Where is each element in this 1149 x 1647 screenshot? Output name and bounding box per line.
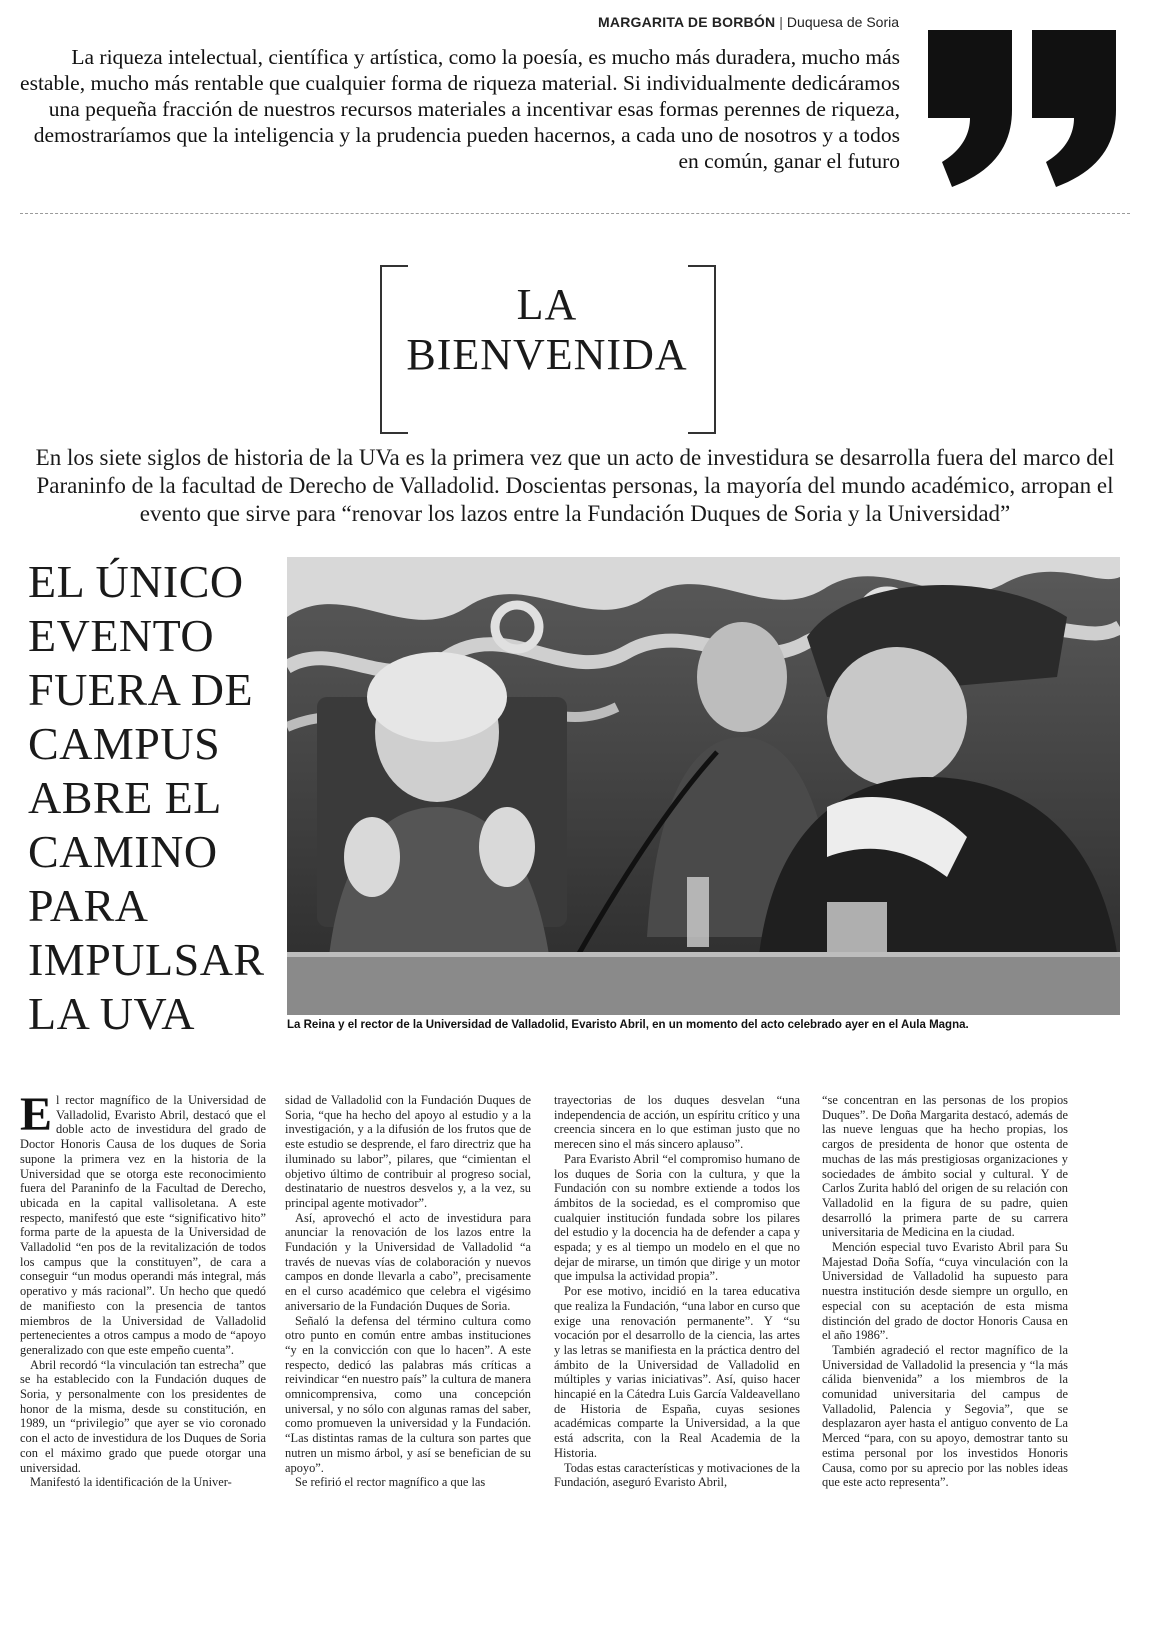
- body-paragraph: “se concentran en las personas de los propios Duques”. De Doña Margarita destacó, además de las nueve lenguas que ha hecho propias, los cargos de presidenta de honor que ostenta de muchas de las más prestigiosas organizaciones y sociedades de ámbito social y cultural. Y de Carlos Zurita habló del origen de su relación con Valladolid en la figura de su padre, quien desarrolló la primera parte de su carrera universitaria de Medicina en la ciudad.: [822, 1093, 1068, 1240]
- headline-line: PARA: [28, 880, 149, 931]
- quote-text: La riqueza intelectual, científica y artística, como la poesía, es mucho más duradera, mucho más estable, mucho más rentable que cualquier forma de riqueza material. Si individualmente dedicáramos una pequeña fracción de nuestros recursos materiales a incentivar esas formas perennes de riqueza, demostraríamos que la inteligencia y la prudencia pueden hacernos, a cada uno de nosotros y a todos en común, ganar el futuro: [20, 45, 900, 173]
- body-paragraph: Manifestó la identificación de la Univer-: [30, 1475, 232, 1490]
- quote-author-name: MARGARITA DE BORBÓN: [598, 14, 776, 30]
- drop-cap: E: [20, 1088, 53, 1141]
- quote-author: [598, 14, 899, 30]
- body-paragraph: Por ese motivo, incidió en la tarea educativa que realiza la Fundación, “una labor en curso que exige una renovación permanente”. Y “su vocación por el desarrollo de la ciencia, las artes y las letras se manifiesta en la práctica dentro del ámbito de la Universidad de Valladolid en múltiples y varias iniciativas”. Así, quiso hacer hincapié en la Cátedra Luis García Valdeavellano de Historia de España, cuyas sesiones académicas comparte la Universidad, a la que está adscrita, con la Real Academia de la Historia.: [554, 1284, 800, 1460]
- body-paragraph: Para Evaristo Abril “el compromiso humano de los duques de Soria con la cultura, y que la Fundación con su nombre extiende a todos los ámbitos de la sociedad, es el compromiso que cualquier institución fundada sobre los pilares del estudio y la docencia ha de defender a capa y espada; y es al tiempo un modelo en el que no dejar de mirarse, un timón que dirige y un motor que impulsa la actividad propia”.: [554, 1151, 800, 1284]
- headline-line: CAMINO: [28, 826, 218, 877]
- section-title-line2: BIENVENIDA: [406, 330, 688, 379]
- body-column-2: [285, 1093, 531, 1490]
- closing-quote-icon: [920, 22, 1125, 192]
- bracket-left: [380, 265, 408, 434]
- body-column-3: [554, 1093, 800, 1490]
- body-column-4: [822, 1093, 1068, 1490]
- body-paragraph: Así, aprovechó el acto de investidura para anunciar la renovación de los lazos entre la Fundación y la Universidad de Valladolid “a través de nuevas vías de colaboración y nuevos campos en donde llevarla a cabo”, precisamente en el curso académico que celebra el vigésimo aniversario de la Fundación Duques de Soria.: [285, 1210, 531, 1313]
- headline-line: ABRE EL: [28, 772, 222, 823]
- section-title: [406, 280, 688, 380]
- headline-line: EVENTO: [28, 610, 215, 661]
- headline: [28, 555, 298, 1041]
- body-paragraph: También agradeció el rector magnífico de la Universidad de Valladolid la presencia y “la más cálida bienvenida” a los miembros de la comunidad universitaria del campus de Valladolid, Palencia y Segovia”, que se desplazaron ayer hasta el antiguo convento de La Merced “para, con su apoyo, demostrar tanto su estima personal por los investidos Honoris Causa, como por su aprecio por las nobles ideas que este acto representa”.: [822, 1342, 1068, 1490]
- body-paragraph: Se refirió el rector magnífico a que las: [295, 1475, 486, 1490]
- section-title-line1: LA: [516, 280, 578, 329]
- subhead: En los siete siglos de historia de la UVa es la primera vez que un acto de investidura se desarrolla fuera del marco del Paraninfo de la facultad de Derecho de Valladolid. Doscientas personas, la mayoría del mundo académico, arropan el evento que sirve para “renovar los lazos entre la Fundación Duques de Soria y la Universidad”: [35, 445, 1115, 526]
- top-divider: [20, 213, 1130, 214]
- quote-author-title: Duquesa de Soria: [786, 14, 899, 30]
- headline-line: IMPULSAR: [28, 934, 265, 985]
- body-paragraph: sidad de Valladolid con la Fundación Duques de Soria, “que ha hecho del apoyo al estudio y a la investigación, y a la difusión de los frutos que de este estudio se desprende, el faro directriz que ha iluminado su labor”, pilares, que “cimientan el objetivo último de contribuir al progreso social, destinatario de nuestros desvelos y, a la vez, su principal agente motivador”.: [285, 1093, 531, 1210]
- headline-line: FUERA DE: [28, 664, 254, 715]
- news-photo: [287, 557, 1120, 1015]
- body-paragraph: Todas estas características y motivaciones de la Fundación, aseguró Evaristo Abril,: [554, 1460, 800, 1490]
- headline-line: CAMPUS: [28, 718, 221, 769]
- body-paragraph: trayectorias de los duques desvelan “una independencia de acción, un espíritu crítico y una creencia sincera en lo que estiman justo que no merecen sino el más sincero aplauso”.: [554, 1093, 800, 1152]
- body-paragraph: Abril recordó “la vinculación tan estrecha” que se ha establecido con la Fundación duques de Soria, y personalmente con los presidentes de honor de la misma, desde su constitución, en 1989, un “privilegio” que ayer se vio coronado con el acto de investidura de los Duques de Soria con el máximo grado que puede otorgar una universidad.: [20, 1357, 266, 1475]
- photo-caption: La Reina y el rector de la Universidad de Valladolid, Evaristo Abril, en un momento del acto celebrado ayer en el Aula Magna.: [287, 1019, 969, 1031]
- body-column-1: [20, 1088, 266, 1490]
- bracket-right: [688, 265, 716, 434]
- headline-line: LA UVA: [28, 988, 196, 1039]
- body-paragraph: Señaló la defensa del término cultura como otro punto en común entre ambas instituciones “y en la convicción con que lo hacen”. A este respecto, dedicó las palabras más críticas a reivindicar “en nuestro país” la cultura de manera omnicomprensiva, como una concepción universal, y no sólo con algunas ramas del saber, como promueven la universidad y la Fundación. “Las distintas ramas de la cultura son partes que nutren un mismo árbol, y así se benefician de su apoyo”.: [285, 1313, 531, 1475]
- body-paragraph: Mención especial tuvo Evaristo Abril para Su Majestad Doña Sofía, “cuya vinculación con la Universidad de Valladolid ha supuesto para nuestra institución desde siempre un orgullo, en especial con su aceptación de esta misma distinción del grado de doctor Honoris Causa en el año 1986”.: [822, 1240, 1068, 1343]
- body-paragraph: El rector magnífico de la Universidad de Valladolid, Evaristo Abril, destacó que el doble acto de investidura del grado de Doctor Honoris Causa de los duques de Soria supone la primera vez en la historia de la Universidad que se otorga este reconocimiento fuera del Paraninfo de la Facultad de Derecho, ubicada en la capital vallisoletana. A este respecto, manifestó que este “significativo hito” forma parte de la apuesta de la Universidad de Valladolid “en pos de la revitalización de todos los campus que la constituyen”, de cara a conseguir “un modus operandi más integral, más operativo y más racional”. Un hecho que quedó de manifiesto con la presencia de tantos miembros de la Universidad de Valladolid pertenecientes a otros campus a modo de “apoyo generalizado con que este empeño cuenta”.: [20, 1088, 266, 1357]
- headline-line: EL ÚNICO: [28, 556, 244, 607]
- quote-separator: |: [779, 14, 783, 30]
